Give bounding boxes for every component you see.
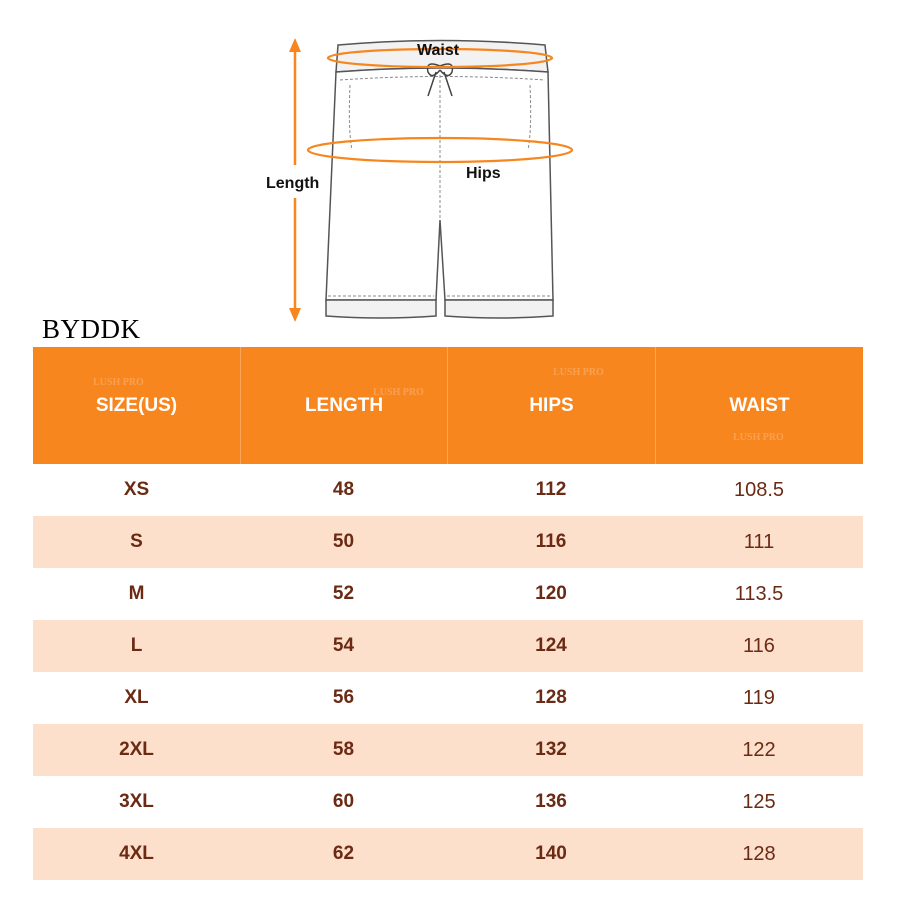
header-waist: WAIST <box>655 347 863 464</box>
table-row <box>33 464 863 516</box>
hips-cell: 116 <box>535 531 567 552</box>
table-row <box>33 724 863 776</box>
length-label: Length <box>266 173 319 195</box>
length-cell: 60 <box>332 791 355 812</box>
hips-cell: 120 <box>535 583 567 604</box>
watermark: LUSH PRO <box>373 387 424 398</box>
size-chart-table <box>33 347 863 880</box>
size-cell: XL <box>124 687 149 708</box>
shorts-measurement-diagram <box>0 0 900 330</box>
waist-cell: 108.5 <box>733 478 785 501</box>
watermark: LUSH PRO <box>553 367 604 378</box>
size-cell: XS <box>123 479 150 500</box>
table-header-row <box>33 347 863 464</box>
table-row <box>33 516 863 568</box>
table-row <box>33 620 863 672</box>
hips-cell: 124 <box>535 635 567 656</box>
brand-name: BYDDK <box>42 314 141 344</box>
size-cell: 4XL <box>119 843 154 864</box>
waist-cell: 122 <box>742 738 776 761</box>
header-hips: HIPS <box>447 347 655 464</box>
table-row <box>33 776 863 828</box>
length-cell: 52 <box>332 583 355 604</box>
length-cell: 48 <box>332 479 355 500</box>
length-cell: 50 <box>332 531 355 552</box>
size-cell: 3XL <box>119 791 154 812</box>
waist-label: Waist <box>417 42 460 59</box>
hips-label: Hips <box>466 165 501 182</box>
waist-cell: 116 <box>743 634 775 657</box>
length-cell: 56 <box>332 687 355 708</box>
waist-cell: 111 <box>743 530 775 553</box>
hips-cell: 136 <box>535 791 567 812</box>
watermark: LUSH PRO <box>733 432 784 443</box>
waist-cell: 119 <box>743 686 775 709</box>
waist-cell: 113.5 <box>734 582 784 605</box>
waist-cell: 128 <box>742 842 776 865</box>
table-row <box>33 672 863 724</box>
size-cell: M <box>128 583 145 604</box>
hips-cell: 128 <box>535 687 567 708</box>
header-size: SIZE(US) <box>95 394 178 416</box>
hips-cell: 140 <box>535 843 567 864</box>
watermark: LUSH PRO <box>93 377 144 388</box>
size-cell: 2XL <box>119 739 154 760</box>
table-row <box>33 568 863 620</box>
header-length: LENGTH <box>240 347 447 464</box>
size-cell: S <box>130 531 143 552</box>
waist-cell: 125 <box>742 790 776 813</box>
size-cell: L <box>130 635 143 656</box>
table-row <box>33 828 863 880</box>
length-cell: 62 <box>332 843 355 864</box>
length-cell: 58 <box>332 739 355 760</box>
length-cell: 54 <box>332 635 355 656</box>
hips-cell: 112 <box>535 479 567 500</box>
hips-cell: 132 <box>535 739 567 760</box>
